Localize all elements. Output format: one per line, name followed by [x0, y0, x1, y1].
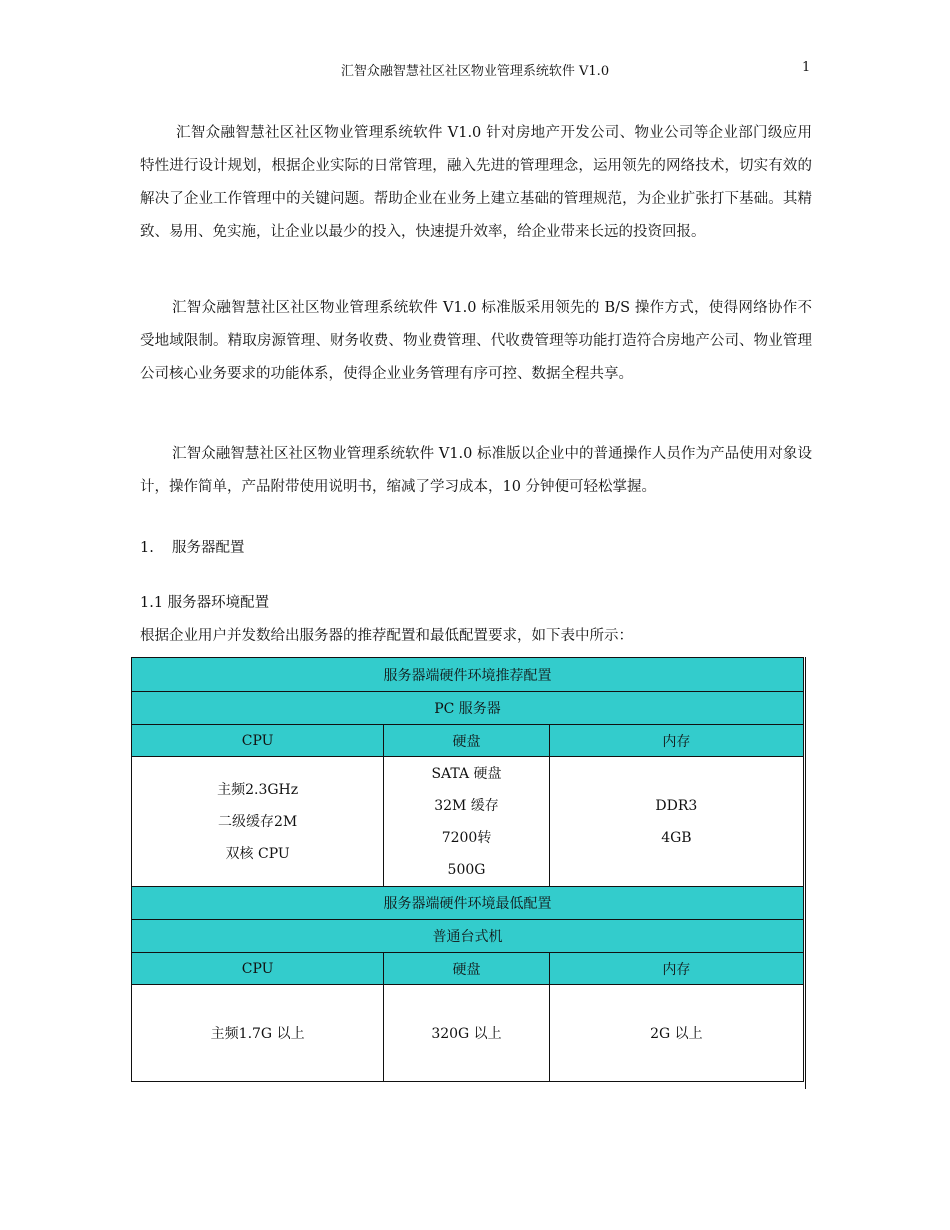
minimum-memory-cell: 2G 以上: [549, 985, 803, 1082]
column-header-memory: 内存: [549, 953, 803, 985]
table-header-row: [132, 725, 804, 757]
server-config-table: [131, 657, 804, 1082]
table-row: [132, 658, 804, 692]
header-title: 汇智众融智慧社区社区物业管理系统软件 V1.0: [340, 64, 610, 79]
recommended-disk-cell: [384, 757, 550, 887]
table-row: [132, 692, 804, 725]
paragraph-bs-architecture: 汇智众融智慧社区社区物业管理系统软件 V1.0 标准版采用领先的 B/S 操作方式，使得网络协作不受地域限制。精取房源管理、财务收费、物业费管理、代收费管理等功能打造符合房地产公司、物业管理公司核心业务要求的功能体系，使得企业业务管理有序可控、数据全程共享。: [140, 300, 812, 382]
recommended-config-title: 服务器端硬件环境推荐配置: [132, 658, 804, 692]
cell-line: 主频2.3GHz: [217, 781, 299, 798]
cell-line: 32M 缓存: [434, 797, 499, 814]
minimum-disk-cell: 320G 以上: [384, 985, 550, 1082]
column-header-disk: 硬盘: [384, 725, 550, 757]
section-heading-1: [140, 536, 245, 557]
recommended-cpu-cell: [132, 757, 384, 887]
paragraph-intro: 汇智众融智慧社区社区物业管理系统软件 V1.0 针对房地产开发公司、物业公司等企业部门级应用特性进行设计规划，根据企业实际的日常管理，融入先进的管理理念，运用领先的网络技术，切实有效的解决了企业工作管理中的关键问题。帮助企业在业务上建立基础的管理规范，为企业扩张打下基础。其精致、易用、免实施，让企业以最少的投入，快速提升效率，给企业带来长远的投资回报。: [140, 125, 812, 240]
column-header-memory: 内存: [549, 725, 803, 757]
table-row: [132, 757, 804, 887]
recommended-memory-cell: [549, 757, 803, 887]
minimum-cpu-cell: 主频1.7G 以上: [132, 985, 384, 1082]
cell-line: SATA 硬盘: [431, 765, 502, 782]
column-header-cpu: CPU: [132, 725, 384, 757]
minimum-config-title: 服务器端硬件环境最低配置: [132, 887, 804, 920]
section-number: 1.: [140, 540, 154, 556]
cell-line: 7200转: [441, 829, 492, 846]
section-title: 服务器配置: [172, 540, 245, 556]
minimum-machine-type: 普通台式机: [132, 920, 804, 953]
table-right-border: [805, 657, 806, 1089]
column-header-cpu: CPU: [132, 953, 384, 985]
table-row: [132, 887, 804, 920]
table-header-row: [132, 953, 804, 985]
table-row: [132, 920, 804, 953]
page-number: 1: [802, 60, 811, 75]
table-row: [132, 985, 804, 1082]
column-header-disk: 硬盘: [384, 953, 550, 985]
cell-line: 双核 CPU: [225, 845, 290, 862]
table-intro-text: 根据企业用户并发数给出服务器的推荐配置和最低配置要求，如下表中所示：: [140, 628, 633, 644]
cell-line: DDR3: [655, 797, 698, 814]
cell-line: 500G: [447, 861, 486, 878]
cell-line: 二级缓存2M: [218, 813, 298, 830]
cell-line: 4GB: [661, 829, 692, 846]
paragraph-usability: 汇智众融智慧社区社区物业管理系统软件 V1.0 标准版以企业中的普通操作人员作为产品使用对象设计，操作简单，产品附带使用说明书，缩减了学习成本，10 分钟便可轻松掌握。: [140, 446, 812, 495]
recommended-server-type: PC 服务器: [132, 692, 804, 725]
section-heading-1-1: 1.1 服务器环境配置: [140, 595, 270, 611]
